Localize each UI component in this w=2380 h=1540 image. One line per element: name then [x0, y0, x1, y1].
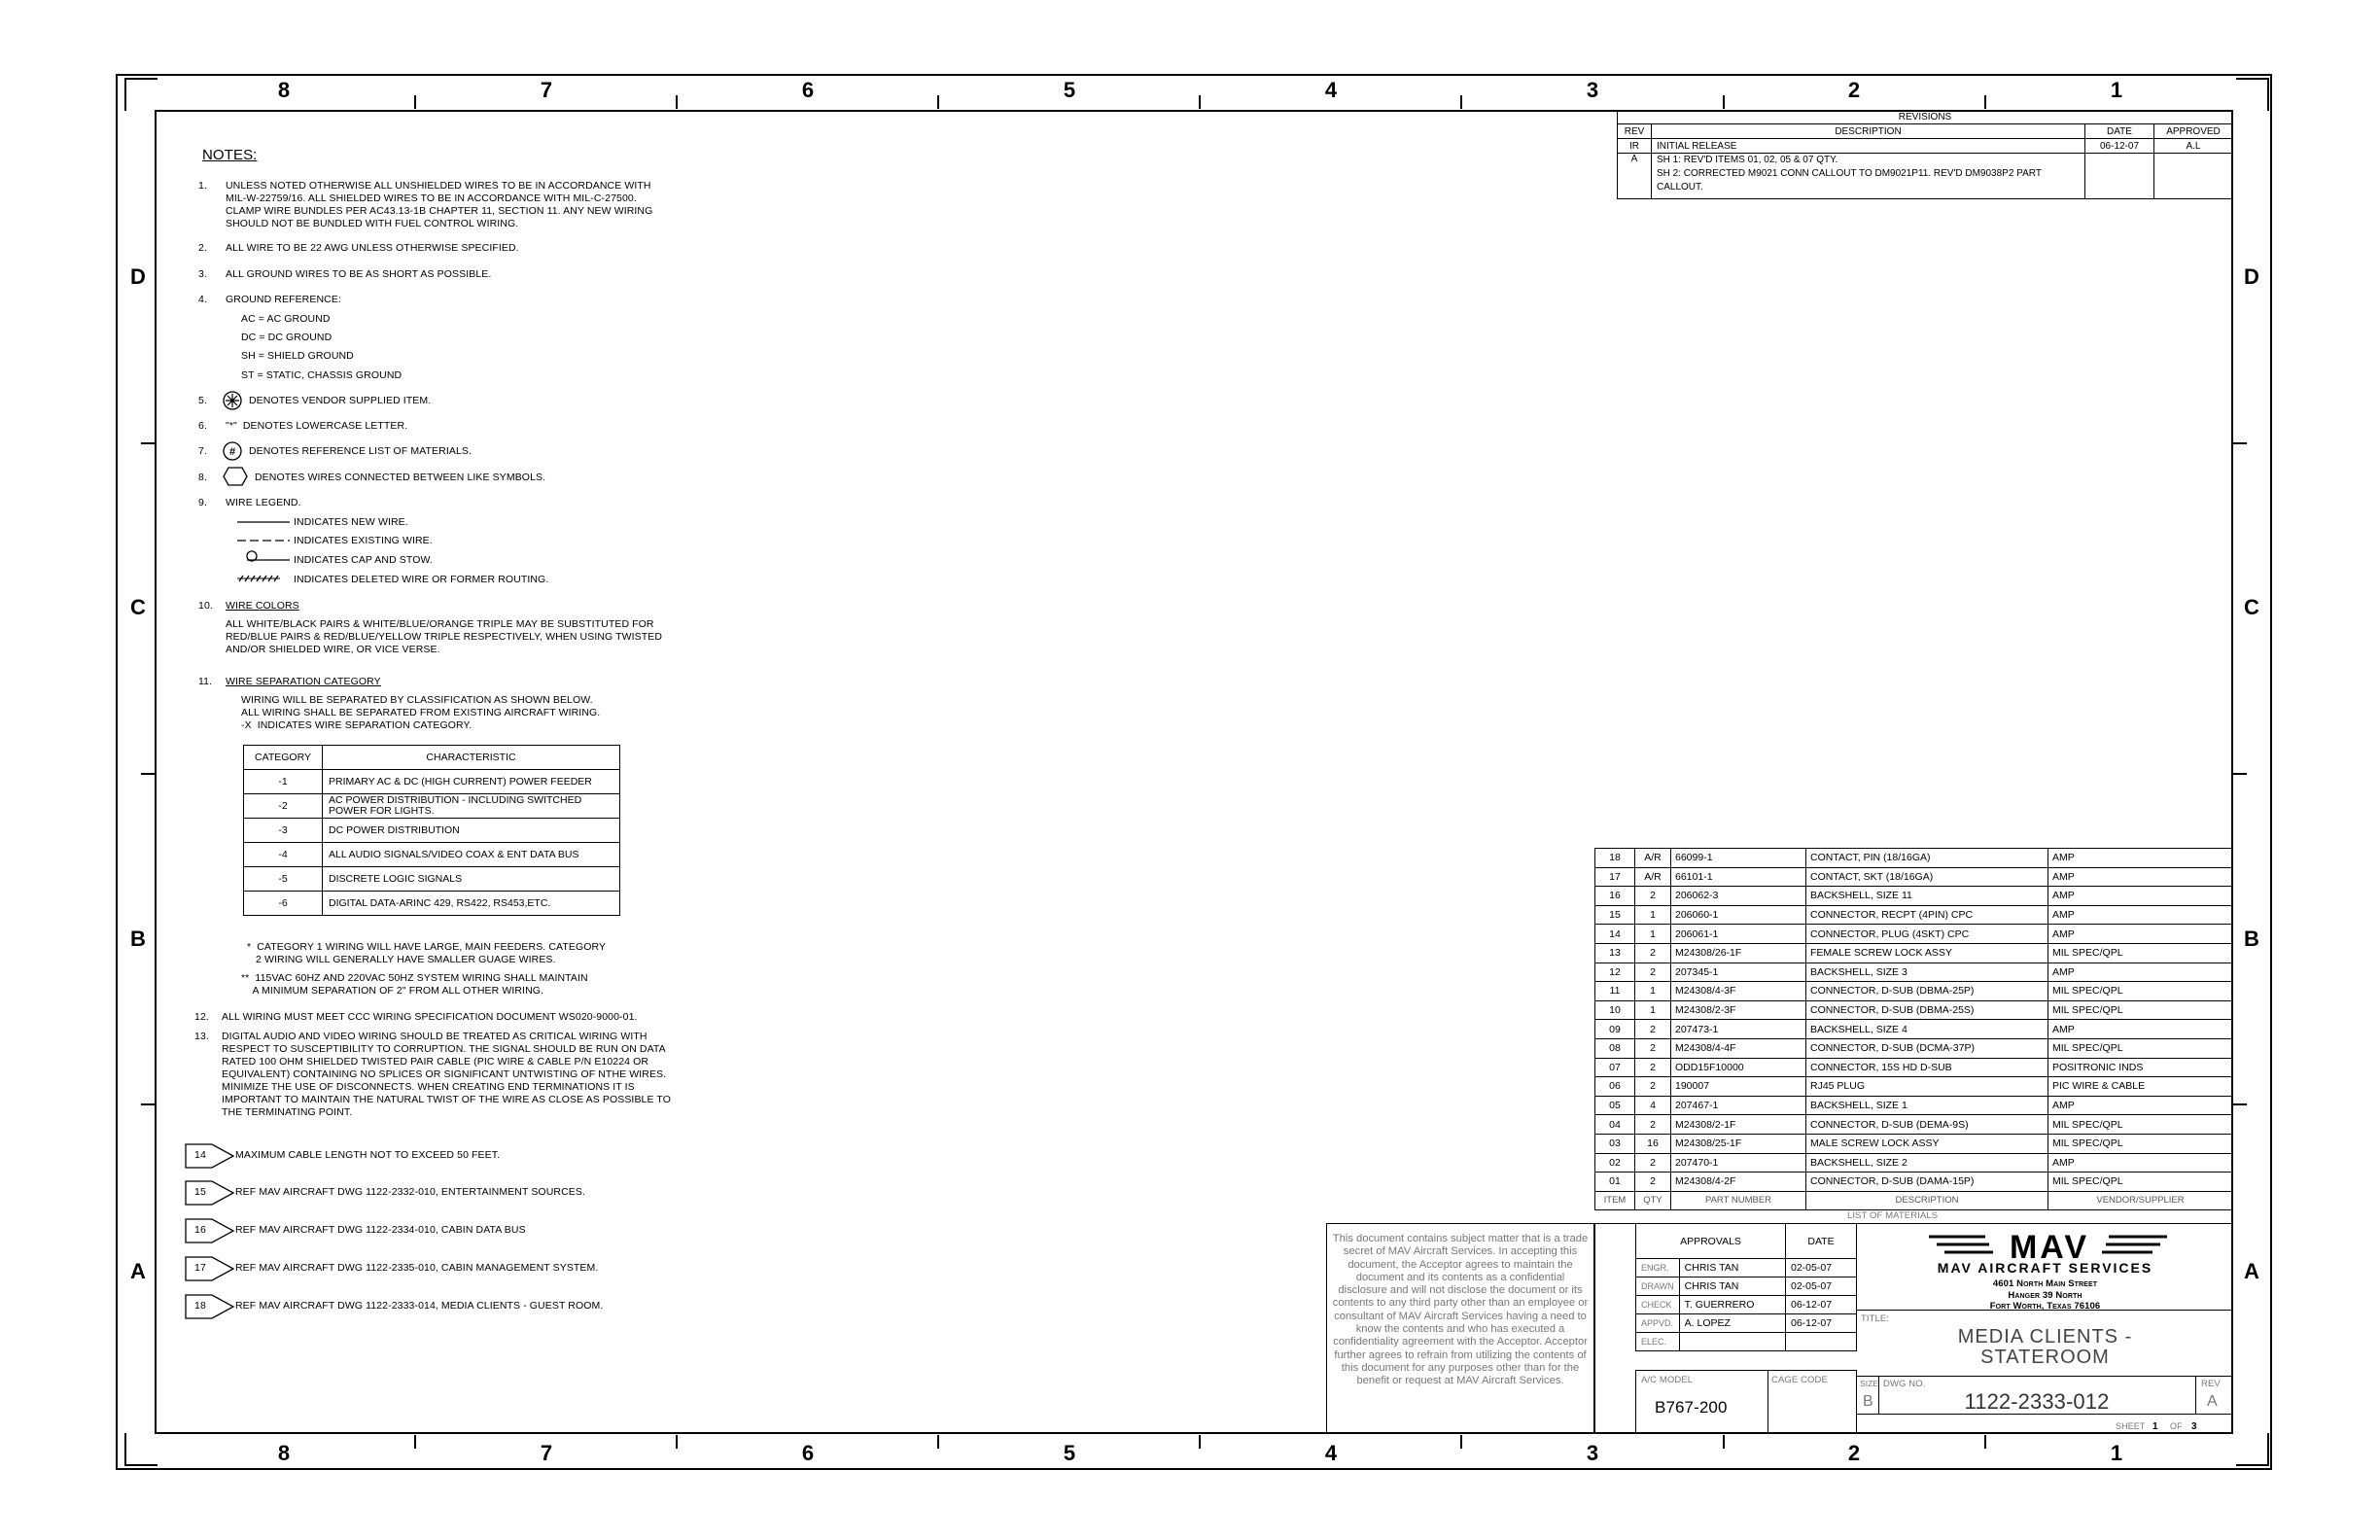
- ac-model-value: B767-200: [1655, 1398, 1728, 1417]
- table-row: [1595, 1134, 2233, 1153]
- approvals-table: [1635, 1223, 1857, 1351]
- dwg-no-label: DWG NO.: [1883, 1379, 1926, 1389]
- flag-icon: [185, 1180, 235, 1206]
- approval-role: CHECK: [1636, 1296, 1680, 1314]
- note-7: DENOTES REFERENCE LIST OF MATERIALS.: [249, 445, 472, 457]
- table-cell: POSITRONIC INDS: [2048, 1058, 2233, 1077]
- table-cell: DC POWER DISTRIBUTION: [323, 819, 620, 843]
- table-cell: 14: [1595, 925, 1635, 944]
- table-cell: M24308/4-3F: [1671, 982, 1806, 1001]
- table-cell: [2085, 154, 2154, 199]
- table-cell: 12: [1595, 962, 1635, 982]
- table-cell: MIL SPEC/QPL: [2048, 982, 2233, 1001]
- table-cell: 2: [1635, 1077, 1671, 1097]
- table-cell: AMP: [2048, 1020, 2233, 1039]
- company-name: MAV AIRCRAFT SERVICES: [1937, 1260, 2153, 1276]
- table-row: [1595, 962, 2233, 982]
- table-cell: IR: [1618, 139, 1652, 154]
- table-cell: 2: [1635, 943, 1671, 962]
- ground-ref-item: ST = STATIC, CHASSIS GROUND: [241, 369, 402, 381]
- zone-row-label: C: [2244, 595, 2259, 619]
- note-number: 13.: [194, 1031, 209, 1042]
- table-cell: AMP: [2048, 905, 2233, 925]
- note-10: ALL WHITE/BLACK PAIRS & WHITE/BLUE/ORANGE TRIPLE MAY BE SUBSTITUTED FOR RED/BLUE PAIRS & RED/BLUE/YELLOW TRIPLE RESPECTIVELY, WHEN USING TWISTED AND/OR SHIELDED WIRE, OR VICE VERSE.: [226, 618, 663, 655]
- table-cell: M24308/2-3F: [1671, 1000, 1806, 1020]
- approval-name: CHRIS TAN: [1679, 1278, 1785, 1296]
- corner-mark: [124, 78, 126, 111]
- company-address: Hanger 39 North: [2008, 1290, 2082, 1301]
- table-row: [1595, 1058, 2233, 1077]
- table-row: [1595, 982, 2233, 1001]
- table-cell: 1: [1635, 905, 1671, 925]
- table-cell: -3: [244, 819, 323, 843]
- table-cell: 190007: [1671, 1077, 1806, 1097]
- table-cell: ODD15F10000: [1671, 1058, 1806, 1077]
- corner-mark: [124, 1464, 158, 1466]
- table-cell: ALL AUDIO SIGNALS/VIDEO COAX & ENT DATA BUS: [323, 843, 620, 867]
- approvals-label: APPROVALS: [1636, 1224, 1786, 1259]
- table-cell: M24308/2-1F: [1671, 1115, 1806, 1135]
- table-cell: M24308/26-1F: [1671, 943, 1806, 962]
- table-cell: 207473-1: [1671, 1020, 1806, 1039]
- approval-date: 06-12-07: [1786, 1314, 1857, 1333]
- table-cell: 2: [1635, 1038, 1671, 1058]
- zone-tick: [141, 773, 155, 775]
- of-label: OF: [2170, 1421, 2183, 1431]
- zone-tick: [2233, 1103, 2247, 1105]
- flag-text: REF MAV AIRCRAFT DWG 1122-2333-014, MEDIA CLIENTS - GUEST ROOM.: [235, 1300, 604, 1312]
- zone-tick: [414, 1435, 416, 1449]
- note-6: "*" DENOTES LOWERCASE LETTER.: [226, 420, 408, 432]
- table-cell: A/R: [1635, 849, 1671, 868]
- table-cell: [2154, 154, 2233, 199]
- zone-row-label: B: [130, 927, 146, 951]
- logo-text: MAV: [2009, 1229, 2090, 1260]
- flag-number: 16: [194, 1224, 206, 1236]
- table-cell: 16: [1595, 887, 1635, 906]
- sheet-label: SHEET: [2116, 1421, 2146, 1431]
- table-header: DATE: [2085, 124, 2154, 139]
- table-cell: BACKSHELL, SIZE 11: [1806, 887, 2048, 906]
- note-number: 5.: [198, 395, 207, 406]
- table-cell: 07: [1595, 1058, 1635, 1077]
- table-cell: 06: [1595, 1077, 1635, 1097]
- table-cell: M24308/4-2F: [1671, 1172, 1806, 1192]
- flag-text: REF MAV AIRCRAFT DWG 1122-2334-010, CABIN DATA BUS: [235, 1224, 526, 1236]
- flag-text: REF MAV AIRCRAFT DWG 1122-2335-010, CABIN MANAGEMENT SYSTEM.: [235, 1262, 599, 1274]
- zone-row-label: C: [130, 595, 146, 619]
- approval-date: 02-05-07: [1786, 1278, 1857, 1296]
- size-value: B: [1863, 1393, 1873, 1410]
- note-number: 11.: [198, 676, 213, 687]
- wire-legend-item: INDICATES EXISTING WIRE.: [294, 535, 433, 546]
- vendor-supplied-symbol-icon: [222, 390, 243, 411]
- drawing-title-line-2: STATEROOM: [1980, 1347, 2110, 1368]
- table-cell: 207470-1: [1671, 1153, 1806, 1172]
- approval-name: A. LOPEZ: [1679, 1314, 1785, 1333]
- approval-role: ELEC.: [1636, 1333, 1680, 1351]
- table-cell: A.L: [2154, 139, 2233, 154]
- table-row: [1595, 1000, 2233, 1020]
- table-cell: AMP: [2048, 887, 2233, 906]
- table-row: [1618, 139, 2233, 154]
- table-cell: AMP: [2048, 1153, 2233, 1172]
- zone-row-label: D: [2244, 264, 2259, 289]
- zone-tick: [676, 95, 678, 109]
- table-cell: M24308/25-1F: [1671, 1134, 1806, 1153]
- wire-legend-symbols-icon: [233, 513, 294, 589]
- table-cell: 17: [1595, 867, 1635, 887]
- approval-role: APPVD.: [1636, 1314, 1680, 1333]
- zone-tick: [141, 442, 155, 444]
- note-8: DENOTES WIRES CONNECTED BETWEEN LIKE SYMBOLS.: [255, 472, 546, 483]
- table-cell: AC POWER DISTRIBUTION - INCLUDING SWITCHED POWER FOR LIGHTS.: [323, 794, 620, 819]
- note-number: 9.: [198, 497, 207, 508]
- table-cell: 04: [1595, 1115, 1635, 1135]
- table-cell: M24308/4-4F: [1671, 1038, 1806, 1058]
- corner-mark: [124, 1433, 126, 1466]
- zone-label-top: 8: [277, 78, 291, 102]
- zone-label-bottom: 5: [1063, 1441, 1076, 1465]
- flag-number: 15: [194, 1186, 206, 1198]
- bill-of-materials-table: [1594, 848, 2233, 1210]
- table-cell: CONNECTOR, D-SUB (DCMA-37P): [1806, 1038, 2048, 1058]
- size-label: SIZE: [1860, 1379, 1879, 1388]
- table-cell: 2: [1635, 887, 1671, 906]
- category-footnote: ** 115VAC 60HZ AND 220VAC 50HZ SYSTEM WIRING SHALL MAINTAIN A MINIMUM SEPARATION OF 2" FROM ALL OTHER WIRING.: [241, 972, 588, 997]
- table-cell: AMP: [2048, 925, 2233, 944]
- note-number: 10.: [198, 600, 213, 612]
- table-cell: -5: [244, 867, 323, 892]
- table-cell: 2: [1635, 1020, 1671, 1039]
- zone-tick: [937, 1435, 939, 1449]
- table-cell: 03: [1595, 1134, 1635, 1153]
- corner-mark: [2236, 1464, 2269, 1466]
- table-cell: MIL SPEC/QPL: [2048, 943, 2233, 962]
- table-cell: -1: [244, 770, 323, 794]
- zone-tick: [1984, 95, 1986, 109]
- table-cell: 2: [1635, 1172, 1671, 1192]
- table-cell: 13: [1595, 943, 1635, 962]
- table-cell: CONNECTOR, D-SUB (DBMA-25P): [1806, 982, 2048, 1001]
- table-cell: 08: [1595, 1038, 1635, 1058]
- zone-tick: [1460, 1435, 1462, 1449]
- corner-mark: [2267, 1433, 2269, 1466]
- note-11: WIRING WILL BE SEPARATED BY CLASSIFICATION AS SHOWN BELOW. ALL WIRING SHALL BE SEPARATED FROM EXISTING AIRCRAFT WIRING. -X INDICATES WIRE SEPARATION CATEGORY.: [241, 694, 601, 731]
- wire-legend-item: INDICATES DELETED WIRE OR FORMER ROUTING.: [294, 574, 549, 585]
- ground-ref-item: AC = AC GROUND: [241, 313, 331, 325]
- sheet-total: 3: [2191, 1421, 2197, 1432]
- table-row: [1595, 887, 2233, 906]
- table-row: [1595, 1172, 2233, 1192]
- zone-row-label: D: [130, 264, 146, 289]
- approval-date: [1786, 1333, 1857, 1351]
- note-number: 12.: [194, 1011, 209, 1023]
- flag-number: 18: [194, 1300, 206, 1312]
- note-11-title: WIRE SEPARATION CATEGORY: [226, 676, 381, 687]
- table-cell: DIGITAL DATA-ARINC 429, RS422, RS453,ETC.: [323, 892, 620, 916]
- flag-text: REF MAV AIRCRAFT DWG 1122-2332-010, ENTERTAINMENT SOURCES.: [235, 1186, 585, 1198]
- zone-tick: [1199, 1435, 1201, 1449]
- mav-logo: [1929, 1229, 2172, 1260]
- table-cell: 1: [1635, 982, 1671, 1001]
- title-label: TITLE:: [1861, 1313, 1890, 1324]
- table-cell: BACKSHELL, SIZE 3: [1806, 962, 2048, 982]
- flag-icon: [185, 1143, 235, 1169]
- table-cell: INITIAL RELEASE: [1652, 139, 2085, 154]
- zone-row-label: A: [2244, 1259, 2259, 1283]
- table-cell: 66099-1: [1671, 849, 1806, 868]
- table-cell: 02: [1595, 1153, 1635, 1172]
- flag-icon: [185, 1294, 235, 1319]
- note-number: 6.: [198, 420, 207, 432]
- approval-name: CHRIS TAN: [1679, 1259, 1785, 1278]
- approval-name: T. GUERRERO: [1679, 1296, 1785, 1314]
- flag-number: 17: [194, 1262, 206, 1274]
- table-cell: 206061-1: [1671, 925, 1806, 944]
- table-row: [1595, 1020, 2233, 1039]
- table-cell: -6: [244, 892, 323, 916]
- note-number: 4.: [198, 294, 207, 305]
- table-cell: 05: [1595, 1096, 1635, 1115]
- zone-label-top: 2: [1847, 78, 1861, 102]
- approval-role: DRAWN: [1636, 1278, 1680, 1296]
- table-cell: 01: [1595, 1172, 1635, 1192]
- corner-mark: [124, 78, 158, 80]
- table-cell: A/R: [1635, 867, 1671, 887]
- note-4: GROUND REFERENCE:: [226, 294, 341, 305]
- note-number: 7.: [198, 445, 207, 457]
- zone-label-top: 7: [540, 78, 553, 102]
- table-cell: 1: [1635, 925, 1671, 944]
- table-cell: 09: [1595, 1020, 1635, 1039]
- zone-label-bottom: 8: [277, 1441, 291, 1465]
- note-2: ALL WIRE TO BE 22 AWG UNLESS OTHERWISE SPECIFIED.: [226, 242, 519, 254]
- table-row: [1595, 905, 2233, 925]
- approval-date: 02-05-07: [1786, 1259, 1857, 1278]
- zone-label-top: 1: [2110, 78, 2123, 102]
- table-cell: 2: [1635, 1153, 1671, 1172]
- ground-ref-item: DC = DC GROUND: [241, 332, 332, 343]
- zone-tick: [1723, 95, 1725, 109]
- zone-tick: [937, 95, 939, 109]
- rev-value: A: [2207, 1393, 2218, 1410]
- table-cell: 2: [1635, 1115, 1671, 1135]
- flag-text: MAXIMUM CABLE LENGTH NOT TO EXCEED 50 FEET.: [235, 1149, 501, 1161]
- flag-icon: [185, 1218, 235, 1243]
- zone-label-bottom: 7: [540, 1441, 553, 1465]
- revisions-title: REVISIONS: [1618, 110, 2233, 124]
- zone-label-bottom: 2: [1847, 1441, 1861, 1465]
- table-cell: A: [1618, 154, 1652, 199]
- note-12: ALL WIRING MUST MEET CCC WIRING SPECIFICATION DOCUMENT WS020-9000-01.: [222, 1011, 638, 1023]
- wire-legend-item: INDICATES CAP AND STOW.: [294, 554, 433, 566]
- approval-name: [1679, 1333, 1785, 1351]
- table-header: QTY: [1635, 1191, 1671, 1210]
- table-header: REV: [1618, 124, 1652, 139]
- zone-tick: [1199, 95, 1201, 109]
- table-cell: SH 1: REV'D ITEMS 01, 02, 05 & 07 QTY. SH 2: CORRECTED M9021 CONN CALLOUT TO DM9021P11. REV'D DM9038P2 PART CALLOUT.: [1652, 154, 2085, 199]
- table-header: CHARACTERISTIC: [323, 746, 620, 770]
- table-header: VENDOR/SUPPLIER: [2048, 1191, 2233, 1210]
- note-number: 2.: [198, 242, 207, 254]
- table-row: [1595, 849, 2233, 868]
- flag-icon: [185, 1256, 235, 1281]
- table-header: ITEM: [1595, 1191, 1635, 1210]
- drawing-title-line-1: MEDIA CLIENTS -: [1957, 1326, 2133, 1348]
- note-3: ALL GROUND WIRES TO BE AS SHORT AS POSSIBLE.: [226, 268, 492, 280]
- ground-ref-item: SH = SHIELD GROUND: [241, 350, 354, 362]
- table-cell: AMP: [2048, 962, 2233, 982]
- table-cell: RJ45 PLUG: [1806, 1077, 2048, 1097]
- wire-legend-item: INDICATES NEW WIRE.: [294, 516, 408, 528]
- zone-tick: [2233, 442, 2247, 444]
- zone-label-bottom: 4: [1324, 1441, 1338, 1465]
- note-1: UNLESS NOTED OTHERWISE ALL UNSHIELDED WIRES TO BE IN ACCORDANCE WITH MIL-W-22759/16. ALL SHIELDED WIRES TO BE IN ACCORDANCE WITH MIL-C-27500. CLAMP WIRE BUNDLES PER AC43.13-1B CHAPTER 11, SECTION 11. ANY NEW WIRING SHOULD NOT BE BUNDLED WITH FUEL CONTROL WIRING.: [226, 180, 653, 229]
- wire-category-table: [243, 745, 620, 916]
- table-row: [1595, 1115, 2233, 1135]
- table-cell: MIL SPEC/QPL: [2048, 1134, 2233, 1153]
- table-cell: 207345-1: [1671, 962, 1806, 982]
- zone-label-bottom: 6: [801, 1441, 815, 1465]
- table-cell: CONNECTOR, 15S HD D-SUB: [1806, 1058, 2048, 1077]
- table-header: APPROVED: [2154, 124, 2233, 139]
- table-cell: 2: [1635, 1058, 1671, 1077]
- table-header: DESCRIPTION: [1652, 124, 2085, 139]
- table-cell: PRIMARY AC & DC (HIGH CURRENT) POWER FEEDER: [323, 770, 620, 794]
- table-cell: MIL SPEC/QPL: [2048, 1038, 2233, 1058]
- table-header: DESCRIPTION: [1806, 1191, 2048, 1210]
- table-cell: 2: [1635, 962, 1671, 982]
- table-cell: MALE SCREW LOCK ASSY: [1806, 1134, 2048, 1153]
- approval-date: 06-12-07: [1786, 1296, 1857, 1314]
- zone-row-label: A: [130, 1259, 146, 1283]
- corner-mark: [2236, 78, 2269, 80]
- dwg-no-value: 1122-2333-012: [1964, 1389, 2110, 1414]
- table-cell: 207467-1: [1671, 1096, 1806, 1115]
- table-cell: AMP: [2048, 867, 2233, 887]
- table-cell: 16: [1635, 1134, 1671, 1153]
- table-cell: CONNECTOR, RECPT (4PIN) CPC: [1806, 905, 2048, 925]
- zone-tick: [1723, 1435, 1725, 1449]
- corner-mark: [2267, 78, 2269, 111]
- zone-row-label: B: [2244, 927, 2259, 951]
- table-cell: 06-12-07: [2085, 139, 2154, 154]
- date-label: DATE: [1786, 1224, 1857, 1259]
- rev-label: REV: [2201, 1379, 2221, 1389]
- table-cell: AMP: [2048, 849, 2233, 868]
- zone-tick: [414, 95, 416, 109]
- table-cell: CONTACT, SKT (18/16GA): [1806, 867, 2048, 887]
- zone-tick: [2233, 773, 2247, 775]
- note-5: DENOTES VENDOR SUPPLIED ITEM.: [249, 395, 432, 406]
- table-cell: CONNECTOR, D-SUB (DEMA-9S): [1806, 1115, 2048, 1135]
- zone-label-top: 4: [1324, 78, 1338, 102]
- table-cell: -2: [244, 794, 323, 819]
- note-number: 1.: [198, 180, 207, 192]
- notes-heading: NOTES:: [202, 147, 258, 163]
- reference-list-symbol-icon: [222, 440, 243, 462]
- ac-model-label: A/C MODEL: [1641, 1375, 1694, 1385]
- table-cell: CONNECTOR, D-SUB (DBMA-25S): [1806, 1000, 2048, 1020]
- table-cell: 15: [1595, 905, 1635, 925]
- zone-label-bottom: 1: [2110, 1441, 2123, 1465]
- table-cell: PIC WIRE & CABLE: [2048, 1077, 2233, 1097]
- approval-role: ENGR.: [1636, 1259, 1680, 1278]
- table-cell: CONNECTOR, D-SUB (DAMA-15P): [1806, 1172, 2048, 1192]
- table-cell: BACKSHELL, SIZE 4: [1806, 1020, 2048, 1039]
- company-address: 4601 North Main Street: [1992, 1278, 2098, 1289]
- table-cell: FEMALE SCREW LOCK ASSY: [1806, 943, 2048, 962]
- table-row: [1595, 1096, 2233, 1115]
- table-cell: -4: [244, 843, 323, 867]
- table-cell: 206062-3: [1671, 887, 1806, 906]
- table-row: [1595, 1038, 2233, 1058]
- flag-number: 14: [194, 1149, 206, 1161]
- table-cell: 10: [1595, 1000, 1635, 1020]
- zone-label-top: 3: [1586, 78, 1599, 102]
- sheet-number: 1: [2152, 1421, 2158, 1432]
- table-cell: CONNECTOR, PLUG (4SKT) CPC: [1806, 925, 2048, 944]
- table-header: CATEGORY: [244, 746, 323, 770]
- note-9: WIRE LEGEND.: [226, 497, 301, 508]
- zone-label-top: 6: [801, 78, 815, 102]
- bom-caption: LIST OF MATERIALS: [1847, 1210, 1939, 1221]
- table-cell: 11: [1595, 982, 1635, 1001]
- revisions-table: [1617, 110, 2233, 199]
- table-row: [1595, 1077, 2233, 1097]
- table-cell: MIL SPEC/QPL: [2048, 1000, 2233, 1020]
- table-row: [1595, 1153, 2233, 1172]
- zone-tick: [1460, 95, 1462, 109]
- table-row: [1595, 867, 2233, 887]
- category-footnote: * CATEGORY 1 WIRING WILL HAVE LARGE, MAIN FEEDERS. CATEGORY 2 WIRING WILL GENERALLY HAVE SMALLER GUAGE WIRES.: [247, 941, 607, 965]
- table-cell: 4: [1635, 1096, 1671, 1115]
- confidentiality-notice: This document contains subject matter that is a trade secret of MAV Aircraft Services. In accepting this document, the Acceptor agrees to maintain the document and its contents as a confidential disclosure and will not disclose the document or its contents to any third party other than an employee or consultant of MAV Aircraft Services having a need to know the contents and who has executed a confidentiality agreement with the Acceptor. Acceptor further agrees to refrain from utilizing the contents of this document for any purposes other than for the benefit or request at MAV Aircraft Services.: [1332, 1233, 1589, 1387]
- table-cell: 66101-1: [1671, 867, 1806, 887]
- table-cell: 1: [1635, 1000, 1671, 1020]
- zone-label-top: 5: [1063, 78, 1076, 102]
- table-cell: BACKSHELL, SIZE 2: [1806, 1153, 2048, 1172]
- table-cell: CONTACT, PIN (18/16GA): [1806, 849, 2048, 868]
- table-cell: DISCRETE LOGIC SIGNALS: [323, 867, 620, 892]
- table-row: [1595, 925, 2233, 944]
- table-cell: 206060-1: [1671, 905, 1806, 925]
- hexagon-symbol-icon: [222, 466, 249, 487]
- table-cell: MIL SPEC/QPL: [2048, 1172, 2233, 1192]
- note-10-title: WIRE COLORS: [226, 600, 299, 612]
- svg-text:#: #: [228, 446, 236, 458]
- note-number: 8.: [198, 472, 207, 483]
- table-row: [1618, 154, 2233, 199]
- table-cell: MIL SPEC/QPL: [2048, 1115, 2233, 1135]
- table-row: [1595, 943, 2233, 962]
- table-cell: BACKSHELL, SIZE 1: [1806, 1096, 2048, 1115]
- table-cell: 18: [1595, 849, 1635, 868]
- note-13: DIGITAL AUDIO AND VIDEO WIRING SHOULD BE TREATED AS CRITICAL WIRING WITH RESPECT TO SUSCEPTIBILITY TO CORRUPTION. THE SIGNAL SHOULD BE RUN ON DATA RATED 100 OHM SHIELDED TWISTED PAIR CABLE (PIC WIRE & CABLE P/N E10224 OR EQUIVALENT) CONTAINING NO SPLICES OR SIGNIFICANT UNTWISTING OF NTHE WIRES. MINIMIZE THE USE OF DISCONNECTS. WHEN CREATING END TERMINATIONS IT IS IMPORTANT TO MAINTAIN THE NATURAL TWIST OF THE WIRE AS CLOSE AS POSSIBLE TO THE TERMINATING POINT.: [222, 1031, 672, 1118]
- company-address: Fort Worth, Texas 76106: [1989, 1301, 2101, 1312]
- table-cell: AMP: [2048, 1096, 2233, 1115]
- note-number: 3.: [198, 268, 207, 280]
- zone-tick: [141, 1103, 155, 1105]
- cage-code-label: CAGE CODE: [1771, 1375, 1828, 1385]
- zone-label-bottom: 3: [1586, 1441, 1599, 1465]
- divider: [2195, 1376, 2196, 1415]
- zone-tick: [676, 1435, 678, 1449]
- zone-tick: [1984, 1435, 1986, 1449]
- table-header: PART NUMBER: [1671, 1191, 1806, 1210]
